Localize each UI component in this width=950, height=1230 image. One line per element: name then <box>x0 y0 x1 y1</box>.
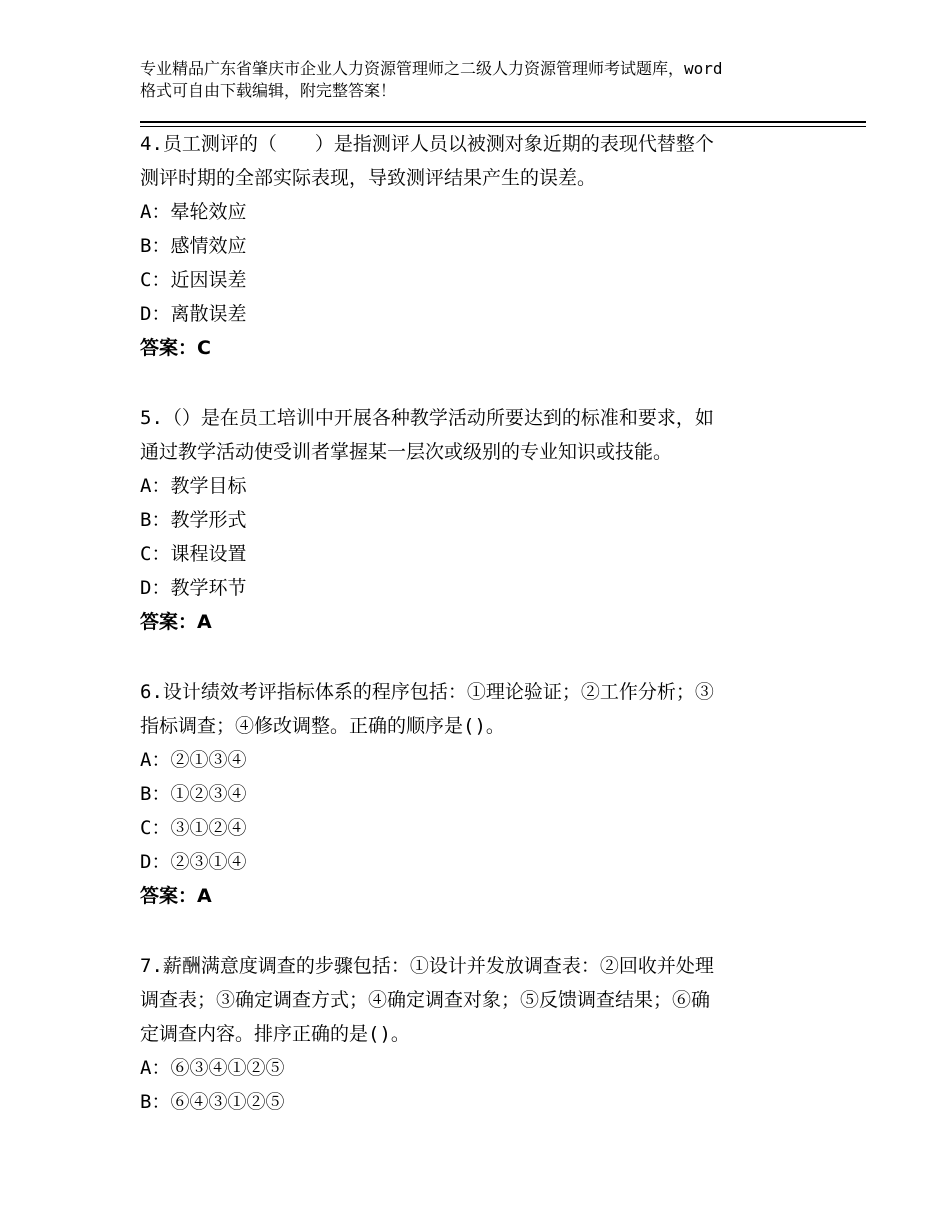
option-c: C：近因误差 <box>140 269 247 291</box>
option-a: A：⑥③④①②⑤ <box>140 1057 285 1079</box>
option-d: D：教学环节 <box>140 577 247 599</box>
question-text-line: 指标调查；④修改调整。正确的顺序是()。 <box>140 715 505 737</box>
question-5 <box>140 401 830 639</box>
question-text-line: 6.设计绩效考评指标体系的程序包括：①理论验证；②工作分析；③ <box>140 681 714 703</box>
option-c: C：③①②④ <box>140 817 247 839</box>
option-d: D：离散误差 <box>140 303 247 325</box>
question-text-line: 5.（）是在员工培训中开展各种教学活动所要达到的标准和要求，如 <box>140 407 714 429</box>
option-a: A：②①③④ <box>140 749 247 771</box>
option-d: D：②③①④ <box>140 851 247 873</box>
answer-label: 答案：A <box>140 885 212 907</box>
question-text-line: 7.薪酬满意度调查的步骤包括：①设计并发放调查表：②回收并处理 <box>140 955 714 977</box>
option-b: B：⑥④③①②⑤ <box>140 1091 285 1113</box>
question-text-line: 调查表；③确定调查方式；④确定调查对象；⑤反馈调查结果；⑥确 <box>140 989 711 1011</box>
question-text-line: 通过教学活动使受训者掌握某一层次或级别的专业知识或技能。 <box>140 441 673 463</box>
document-header <box>140 58 840 102</box>
header-rule-thick <box>140 121 866 123</box>
header-line-2: 格式可自由下载编辑，附完整答案！ <box>140 81 397 100</box>
question-4 <box>140 127 830 365</box>
option-c: C：课程设置 <box>140 543 247 565</box>
option-a: A：教学目标 <box>140 475 247 497</box>
question-text-line: 4.员工测评的（ ）是指测评人员以被测对象近期的表现代替整个 <box>140 133 714 155</box>
question-7 <box>140 949 830 1119</box>
option-b: B：感情效应 <box>140 235 247 257</box>
answer-label: 答案：A <box>140 611 212 633</box>
question-list <box>140 127 830 1119</box>
question-6 <box>140 675 830 913</box>
header-line-1: 专业精品广东省肇庆市企业人力资源管理师之二级人力资源管理师考试题库，word <box>140 59 723 78</box>
question-text-line: 测评时期的全部实际表现，导致测评结果产生的误差。 <box>140 167 597 189</box>
option-b: B：教学形式 <box>140 509 247 531</box>
option-a: A：晕轮效应 <box>140 201 247 223</box>
option-b: B：①②③④ <box>140 783 247 805</box>
question-text-line: 定调查内容。排序正确的是()。 <box>140 1023 410 1045</box>
answer-label: 答案：C <box>140 337 211 359</box>
